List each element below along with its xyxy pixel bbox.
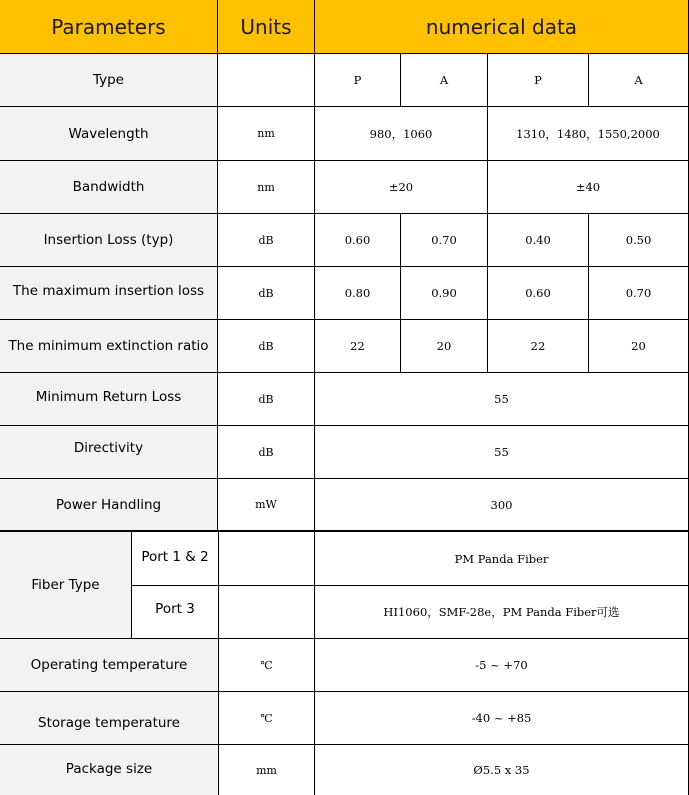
- unit-max-insertion-loss: dB: [218, 267, 315, 320]
- unit-type: [218, 54, 315, 107]
- bandwidth-value-1: ±20: [315, 161, 488, 214]
- min-return-loss-value: 55: [315, 373, 689, 426]
- storage-temp-value: -40 ~ +85: [315, 692, 689, 745]
- type-value-1: P: [315, 54, 401, 107]
- port-3-value: HI1060，SMF-28e，PM Panda Fiber可选: [315, 586, 689, 639]
- row-label-min-return-loss: Minimum Return Loss: [0, 373, 218, 426]
- header-parameters: Parameters: [0, 0, 218, 54]
- unit-port-1-2: [219, 532, 315, 586]
- row-label-operating-temp: Operating temperature: [0, 639, 219, 692]
- unit-storage-temp: ℃: [219, 692, 315, 745]
- directivity-value: 55: [315, 426, 689, 479]
- row-label-insertion-loss: Insertion Loss (typ): [0, 214, 218, 267]
- max-insertion-loss-value-1: 0.80: [315, 267, 401, 320]
- row-label-package-size: Package size: [0, 745, 219, 795]
- max-insertion-loss-value-2: 0.90: [401, 267, 488, 320]
- type-value-3: P: [488, 54, 589, 107]
- min-extinction-ratio-value-1: 22: [315, 320, 401, 373]
- row-label-storage-temp: Storage temperature: [0, 692, 219, 745]
- port-1-2-value: PM Panda Fiber: [315, 532, 689, 586]
- type-value-2: A: [401, 54, 488, 107]
- unit-bandwidth: nm: [218, 161, 315, 214]
- max-insertion-loss-value-3: 0.60: [488, 267, 589, 320]
- row-label-type: Type: [0, 54, 218, 107]
- wavelength-value-1: 980，1060: [315, 107, 488, 161]
- row-label-min-extinction-ratio: The minimum extinction ratio: [0, 320, 218, 373]
- unit-wavelength: nm: [218, 107, 315, 161]
- insertion-loss-value-1: 0.60: [315, 214, 401, 267]
- unit-power-handling: mW: [218, 479, 315, 532]
- row-label-wavelength: Wavelength: [0, 107, 218, 161]
- row-label-bandwidth: Bandwidth: [0, 161, 218, 214]
- unit-package-size: mm: [219, 745, 315, 795]
- row-label-power-handling: Power Handling: [0, 479, 218, 532]
- unit-min-extinction-ratio: dB: [218, 320, 315, 373]
- package-size-value: Ø5.5 x 35: [315, 745, 689, 795]
- row-label-fiber-type: Fiber Type: [0, 532, 132, 639]
- sub-label-port-3: Port 3: [132, 586, 219, 639]
- unit-port-3: [219, 586, 315, 639]
- insertion-loss-value-2: 0.70: [401, 214, 488, 267]
- unit-insertion-loss: dB: [218, 214, 315, 267]
- bandwidth-value-2: ±40: [488, 161, 689, 214]
- power-handling-value: 300: [315, 479, 689, 532]
- min-extinction-ratio-value-4: 20: [589, 320, 689, 373]
- max-insertion-loss-value-4: 0.70: [589, 267, 689, 320]
- type-value-4: A: [589, 54, 689, 107]
- min-extinction-ratio-value-3: 22: [488, 320, 589, 373]
- unit-operating-temp: ℃: [219, 639, 315, 692]
- row-label-directivity: Directivity: [0, 426, 218, 479]
- insertion-loss-value-3: 0.40: [488, 214, 589, 267]
- unit-directivity: dB: [218, 426, 315, 479]
- unit-min-return-loss: dB: [218, 373, 315, 426]
- wavelength-value-2: 1310，1480，1550,2000: [488, 107, 689, 161]
- row-label-max-insertion-loss: The maximum insertion loss: [0, 267, 218, 320]
- operating-temp-value: -5 ~ +70: [315, 639, 689, 692]
- header-numerical-data: numerical data: [315, 0, 689, 54]
- insertion-loss-value-4: 0.50: [589, 214, 689, 267]
- min-extinction-ratio-value-2: 20: [401, 320, 488, 373]
- header-units: Units: [218, 0, 315, 54]
- sub-label-port-1-2: Port 1 & 2: [132, 532, 219, 586]
